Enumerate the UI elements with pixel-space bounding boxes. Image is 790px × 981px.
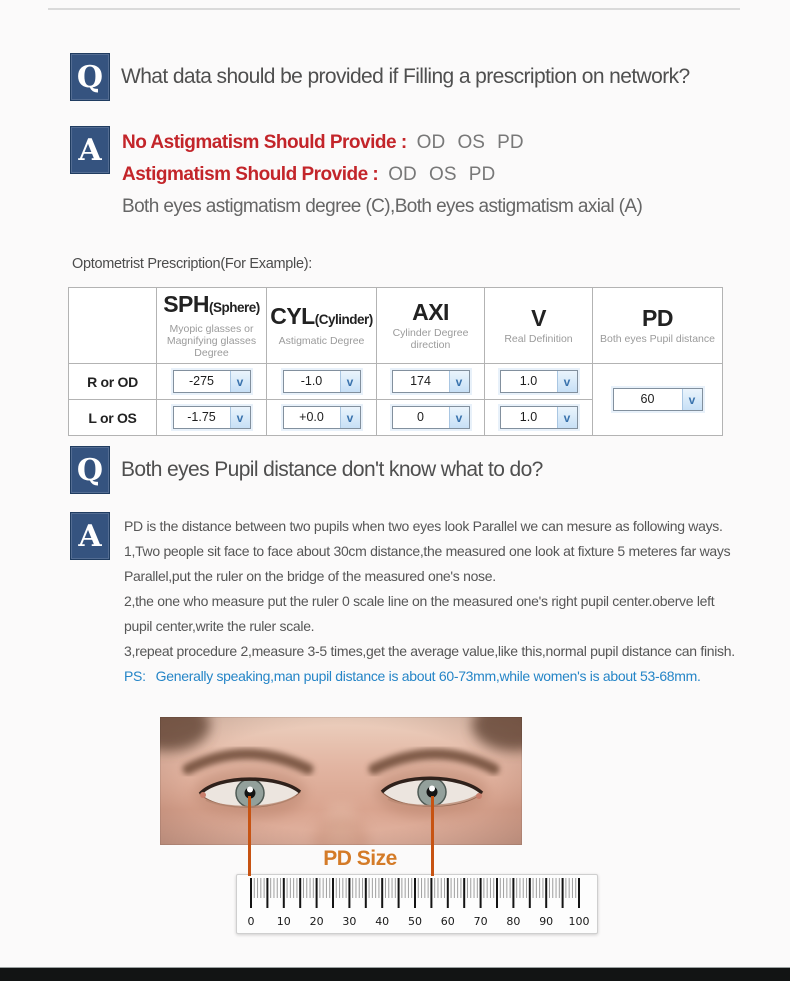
sph-title-paren: (Sphere) [209,300,260,315]
corner-cell [69,288,157,364]
sph-od-select[interactable] [173,370,251,393]
answer-2-row [70,512,735,689]
cyl-od-value: -1.0 [300,374,323,388]
axi-title: AXI [412,299,449,325]
answer-badge: A [70,126,110,174]
pd-cell [593,364,723,436]
v-os-value: 1.0 [519,410,538,424]
question-badge: Q [70,53,110,101]
axi-od-value: 174 [410,374,431,388]
eyes-photo-graphic [160,717,522,845]
dropdown-arrow-icon: v [449,407,469,428]
axi-os-value: 0 [417,410,424,424]
cyl-subtitle: Astigmatic Degree [278,335,365,347]
answer-1-lines [122,126,642,222]
paragraph-line: 3,repeat procedure 2,measure 3-5 times,get the average value,like this,normal pupil distance can finish. [124,643,735,659]
ps-label: PS: [124,668,146,684]
ps-note-line [124,664,735,689]
v-od-value: 1.0 [519,374,538,388]
v-subtitle: Real Definition [504,333,573,345]
pd-ruler [236,874,598,934]
col-header-pd [593,288,723,364]
pd-explanation-paragraph [124,512,735,689]
paragraph-line: 2,the one who measure put the ruler 0 scale line on the measured one's right pupil center.oberve left [124,593,715,609]
cyl-od-select[interactable] [283,370,361,393]
axi-od-select[interactable] [392,370,470,393]
v-os-select[interactable] [500,406,578,429]
no-astigmatism-label: No Astigmatism Should Provide : [122,132,407,153]
sph-os-value: -1.75 [187,410,216,424]
pd-arrow-left [248,796,251,876]
sph-title: SPH [163,291,210,317]
dropdown-arrow-icon: v [340,407,360,428]
ps-text: Generally speaking,man pupil distance is about 60-73mm,while women's is about 53-68mm. [155,668,701,684]
svg-text:60: 60 [440,915,455,928]
pd-title: PD [642,305,673,331]
col-header-axi [377,288,485,364]
svg-text:20: 20 [309,915,324,928]
col-header-sph [157,288,267,364]
dropdown-arrow-icon: v [340,371,360,392]
pd-value: 60 [640,392,655,406]
ruler-ticks-graphic [237,875,597,933]
svg-text:30: 30 [342,915,357,928]
v-od-select[interactable] [500,370,578,393]
paragraph-line: Parallel,put the ruler on the bridge of the measured one's nose. [124,568,496,584]
paragraph-line: PD is the distance between two pupils when two eyes look Parallel we can mesure as following ways. [124,518,723,534]
answer-1-row [70,126,642,222]
dropdown-arrow-icon: v [230,371,250,392]
axi-os-select[interactable] [392,406,470,429]
svg-text:90: 90 [539,915,554,928]
paragraph-line: pupil center,write the ruler scale. [124,618,315,634]
table-row-right-eye [69,364,723,400]
col-header-v [485,288,593,364]
astigmatism-extra-line: Both eyes astigmatism degree (C),Both eyes astigmatism axial (A) [122,196,643,217]
answer-badge: A [70,512,110,560]
question-badge: Q [70,446,110,494]
svg-text:80: 80 [506,915,521,928]
v-title: V [531,305,546,331]
cyl-os-value: +0.0 [299,410,324,424]
eyes-photo [160,717,522,845]
svg-text:70: 70 [473,915,488,928]
svg-text:10: 10 [276,915,291,928]
sph-subtitle: Myopic glasses or Magnifying glasses Degree [166,323,257,359]
astigmatism-label: Astigmatism Should Provide : [122,164,379,185]
question-2-row [70,446,543,494]
col-header-cyl [267,288,377,364]
table-header-row [69,288,723,364]
bottom-bar [0,967,790,981]
pd-select[interactable] [613,388,703,411]
svg-text:50: 50 [408,915,422,928]
astigmatism-line [122,159,642,191]
axi-subtitle: Cylinder Degree direction [392,327,469,351]
no-astigmatism-values: OD OS PD [416,132,524,153]
prescription-caption: Optometrist Prescription(For Example): [72,256,312,272]
row-label-l-os: L or OS [69,400,157,436]
paragraph-line: 1,Two people sit face to face about 30cm distance,the measured one look at fixture 5 meteres far ways [124,543,731,559]
svg-text:100: 100 [568,915,590,928]
question-2-text: Both eyes Pupil distance don't know what to do? [121,458,543,481]
cyl-title: CYL [270,303,315,329]
top-divider-line [48,8,740,10]
dropdown-arrow-icon: v [230,407,250,428]
cyl-os-select[interactable] [283,406,361,429]
prescription-table [68,287,723,436]
cyl-title-paren: (Cylinder) [314,312,373,327]
no-astigmatism-line [122,127,642,159]
pd-arrow-right [431,796,434,876]
dropdown-arrow-icon: v [449,371,469,392]
svg-text:40: 40 [375,915,390,928]
sph-os-select[interactable] [173,406,251,429]
svg-text:0: 0 [247,915,255,928]
sph-od-value: -275 [188,374,215,388]
dropdown-arrow-icon: v [557,407,577,428]
question-1-row [70,53,690,101]
pd-size-label: PD Size [323,847,397,870]
dropdown-arrow-icon: v [682,389,702,410]
pd-subtitle: Both eyes Pupil distance [600,333,715,345]
dropdown-arrow-icon: v [557,371,577,392]
row-label-r-od: R or OD [69,364,157,400]
astigmatism-values: OD OS PD [388,164,496,185]
question-1-text: What data should be provided if Filling a prescription on network? [121,65,690,88]
